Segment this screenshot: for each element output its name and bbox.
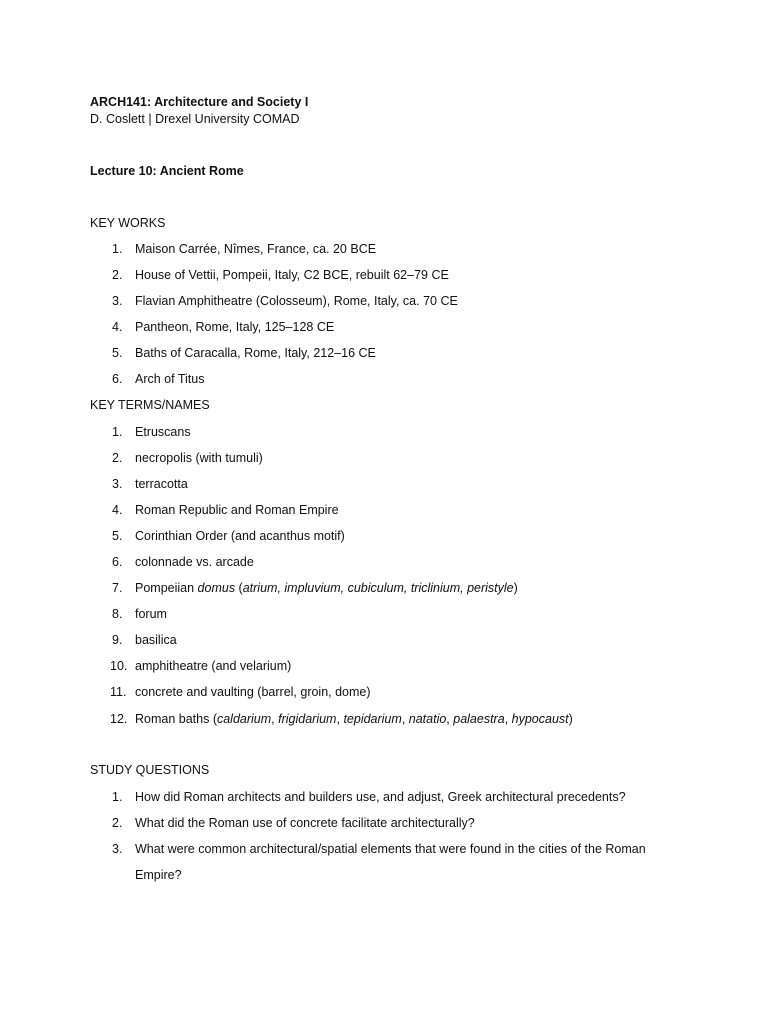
text-segment: , <box>446 712 454 726</box>
list-number: 2. <box>112 268 123 282</box>
list-number: 7. <box>112 581 123 595</box>
course-title: ARCH141: Architecture and Society I <box>90 95 309 109</box>
list-number: 3. <box>112 842 123 856</box>
lecture-title: Lecture 10: Ancient Rome <box>90 164 244 178</box>
list-number: 6. <box>112 555 123 569</box>
list-text: Corinthian Order (and acanthus motif) <box>135 529 345 543</box>
text-segment: , <box>336 712 344 726</box>
list-text: Maison Carrée, Nîmes, France, ca. 20 BCE <box>135 242 377 256</box>
list-number: 4. <box>112 503 123 517</box>
list-number: 5. <box>112 529 123 543</box>
list-text: Baths of Caracalla, Rome, Italy, 212–16 CE <box>135 346 376 360</box>
list-text: Roman Republic and Roman Empire <box>135 503 339 517</box>
list-number: 2. <box>112 816 123 830</box>
list-number: 2. <box>112 451 123 465</box>
italic-term: frigidarium <box>278 712 337 726</box>
text-segment: , <box>401 712 409 726</box>
italic-term: caldarium <box>216 712 272 726</box>
list-text: How did Roman architects and builders use, and adjust, Greek architectural precedents? <box>135 790 626 804</box>
list-number: 1. <box>112 425 123 439</box>
list-number: 10. <box>110 659 128 673</box>
list-text: Flavian Amphitheatre (Colosseum), Rome, Italy, ca. 70 CE <box>135 294 458 308</box>
italic-term: hypocaust <box>511 712 569 726</box>
italic-term: atrium, impluvium, cubiculum, triclinium, peristyle <box>242 581 514 595</box>
study-questions-heading: STUDY QUESTIONS <box>90 763 210 777</box>
list-number: 6. <box>112 372 123 386</box>
list-number: 11. <box>110 685 127 699</box>
text-segment: Roman baths ( <box>135 712 217 726</box>
text-segment: , <box>271 712 279 726</box>
list-number: 5. <box>112 346 123 360</box>
list-number: 12. <box>110 712 128 726</box>
list-text: amphitheatre (and velarium) <box>135 659 292 673</box>
list-text: House of Vettii, Pompeii, Italy, C2 BCE, rebuilt 62–79 CE <box>135 268 449 282</box>
text-segment: Pompeiian <box>135 581 198 595</box>
list-text: forum <box>135 607 167 621</box>
list-text: colonnade vs. arcade <box>135 555 254 569</box>
italic-term: tepidarium <box>343 712 402 726</box>
list-number: 3. <box>112 294 123 308</box>
instructor-line: D. Coslett | Drexel University COMAD <box>90 112 300 126</box>
text-segment: , <box>504 712 512 726</box>
list-text: concrete and vaulting (barrel, groin, dome) <box>135 685 371 699</box>
list-text: What did the Roman use of concrete facilitate architecturally? <box>135 816 475 830</box>
italic-term: palaestra <box>453 712 505 726</box>
list-number: 1. <box>112 790 123 804</box>
list-text: Etruscans <box>135 425 191 439</box>
text-segment: ) <box>513 581 518 595</box>
list-number: 9. <box>112 633 123 647</box>
list-text <box>135 711 573 727</box>
list-text <box>135 580 518 596</box>
list-text: basilica <box>135 633 177 647</box>
list-text: Pantheon, Rome, Italy, 125–128 CE <box>135 320 335 334</box>
text-segment: ( <box>235 581 243 595</box>
italic-term: natatio <box>408 712 447 726</box>
key-works-heading: KEY WORKS <box>90 216 166 230</box>
text-segment: ) <box>568 712 573 726</box>
list-number: 4. <box>112 320 123 334</box>
key-terms-heading: KEY TERMS/NAMES <box>90 398 210 412</box>
list-text: necropolis (with tumuli) <box>135 451 263 465</box>
italic-term: domus <box>197 581 236 595</box>
list-text: terracotta <box>135 477 188 491</box>
list-number: 1. <box>112 242 123 256</box>
list-text: What were common architectural/spatial elements that were found in the cities of the Roman Empire? <box>135 842 646 882</box>
list-number: 3. <box>112 477 123 491</box>
list-number: 8. <box>112 607 123 621</box>
list-text: Arch of Titus <box>135 372 205 386</box>
